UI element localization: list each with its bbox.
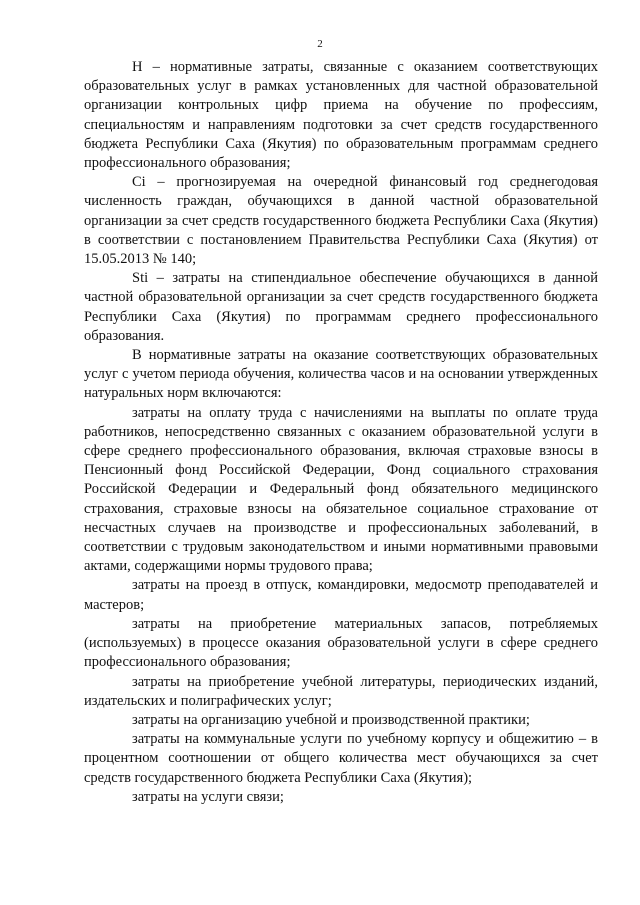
- paragraph-literature-costs: затраты на приобретение учебной литературы, периодических изданий, издательских и полиграфических услуг;: [84, 673, 598, 709]
- paragraph-normative-costs: Н – нормативные затраты, связанные с оказанием соответствующих образовательных услуг в рамках установленных для частной образовательной организации контрольных цифр приема на обучение по профессиям, специальностям и направлениям подготовки за счет средств государственного бюджета Республики Саха (Якутия) по образовательным программам среднего профессионального образования;: [84, 59, 598, 172]
- paragraph-average-enrollment: Ci – прогнозируемая на очередной финансовый год среднегодовая численность граждан, обучающихся в данной частной образовательной организации за счет средств государственного бюджета Республики Саха (Якутия) в соответствии с постановлением Правительства Республики Саха (Якутия) от 15.05.2013 № 140;: [84, 174, 598, 268]
- paragraph-stipend-costs: Sti – затраты на стипендиальное обеспечение обучающихся в данной частной образовательной организации за счет средств государственного бюджета Республики Саха (Якутия) по программам среднего профессионального образования.: [84, 270, 598, 344]
- paragraph-materials-costs: затраты на приобретение материальных запасов, потребляемых (используемых) в процессе оказания образовательной услуги в сфере среднего профессионального образования;: [84, 615, 598, 671]
- paragraph-travel-costs: затраты на проезд в отпуск, командировки, медосмотр преподавателей и мастеров;: [84, 577, 598, 613]
- page-number: 2: [317, 38, 323, 50]
- paragraph-utilities-costs: затраты на коммунальные услуги по учебному корпусу и общежитию – в процентном соотношении от общего количества мест обучающихся за счет средств государственного бюджета Республики Саха (Якутия);: [84, 731, 598, 786]
- paragraph-practice-costs: затраты на организацию учебной и производственной практики;: [132, 711, 530, 728]
- paragraph-communication-costs: затраты на услуги связи;: [132, 788, 284, 805]
- paragraph-included-costs-intro: В нормативные затраты на оказание соответствующих образовательных услуг с учетом периода обучения, количества часов и на основании утвержденных натуральных норм включаются:: [84, 347, 598, 402]
- document-body: [84, 58, 598, 807]
- paragraph-labor-costs: затраты на оплату труда с начислениями на выплаты по оплате труда работников, непосредственно связанных с оказанием образовательной услуги в сфере среднего профессионального образования, включая страховые взносы в Пенсионный фонд Российской Федерации, Фонд социального страхования Российской Федерации и Федеральный фонд обязательного медицинского страхования, страховые взносы на обязательное социальное страхование от несчастных случаев на производстве и профессиональных заболеваний, в соответствии с трудовым законодательством и иными нормативными правовыми актами, содержащими нормы трудового права;: [84, 404, 598, 575]
